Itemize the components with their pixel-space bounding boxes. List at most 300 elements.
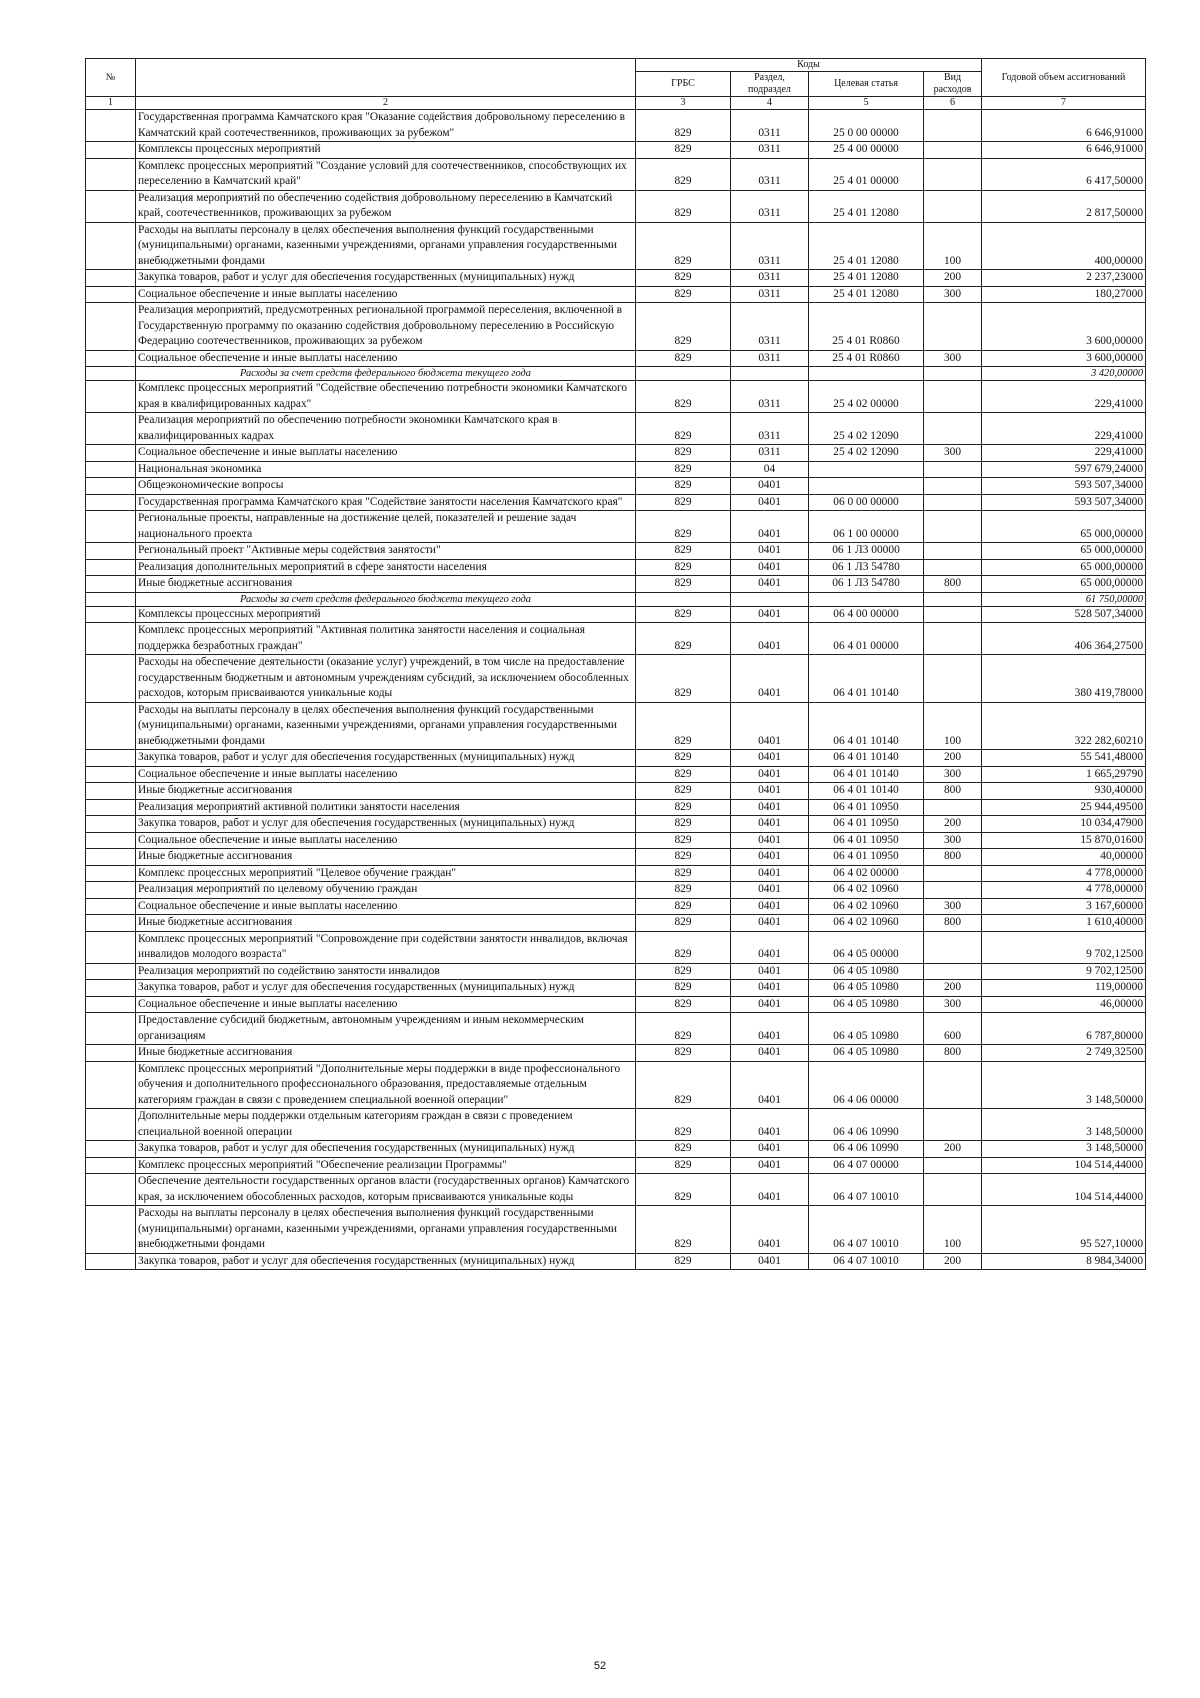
cell-grbs: 829 xyxy=(636,702,731,750)
page-number: 52 xyxy=(593,1660,607,1672)
cell-name: Социальное обеспечение и иные выплаты населению xyxy=(136,996,636,1013)
cell-name: Общеэкономические вопросы xyxy=(136,478,636,495)
cell-amount: 119,00000 xyxy=(982,980,1146,997)
cell-amount: 3 167,60000 xyxy=(982,898,1146,915)
table-row xyxy=(86,303,1146,351)
cell-target-article: 06 4 01 10140 xyxy=(809,702,924,750)
cell-name: Национальная экономика xyxy=(136,461,636,478)
note-row xyxy=(86,367,1146,381)
cell-number xyxy=(86,1253,136,1270)
cell-razdel: 0401 xyxy=(731,799,809,816)
cell-razdel: 0311 xyxy=(731,286,809,303)
cell-number xyxy=(86,461,136,478)
cell-razdel: 0401 xyxy=(731,702,809,750)
cell-razdel: 0401 xyxy=(731,783,809,800)
cell-target-article: 25 4 01 R0860 xyxy=(809,350,924,367)
table-row xyxy=(86,381,1146,413)
cell-number xyxy=(86,898,136,915)
cell-razdel: 0401 xyxy=(731,1157,809,1174)
cell-grbs: 829 xyxy=(636,413,731,445)
cell-razdel: 0401 xyxy=(731,1174,809,1206)
table-row xyxy=(86,222,1146,270)
cell-expense-type: 200 xyxy=(924,816,982,833)
cell-name: Социальное обеспечение и иные выплаты населению xyxy=(136,286,636,303)
cell-expense-type xyxy=(924,142,982,159)
cell-name: Реализация дополнительных мероприятий в сфере занятости населения xyxy=(136,559,636,576)
table-row xyxy=(86,882,1146,899)
cell-expense-type: 300 xyxy=(924,832,982,849)
cell-amount: 3 148,50000 xyxy=(982,1109,1146,1141)
cell-name: Расходы на обеспечение деятельности (оказание услуг) учреждений, в том числе на предоставление государственным бюджетным и автономным учреждениям субсидий, за исключением обособленных расходов, которым присваиваются уникальные коды xyxy=(136,655,636,703)
table-row xyxy=(86,445,1146,462)
table-row xyxy=(86,1174,1146,1206)
cell-grbs: 829 xyxy=(636,1206,731,1254)
cell-target-article: 25 4 02 00000 xyxy=(809,381,924,413)
cell-grbs: 829 xyxy=(636,1253,731,1270)
cell-name: Региональный проект "Активные меры содействия занятости" xyxy=(136,543,636,560)
table-row xyxy=(86,1157,1146,1174)
cell-name: Расходы за счет средств федерального бюджета текущего года xyxy=(136,367,636,381)
cell-amount: 65 000,00000 xyxy=(982,559,1146,576)
cell-target-article: 06 4 02 00000 xyxy=(809,865,924,882)
table-row xyxy=(86,750,1146,767)
table-row xyxy=(86,865,1146,882)
cell-amount: 3 148,50000 xyxy=(982,1061,1146,1109)
cell-expense-type xyxy=(924,190,982,222)
cell-grbs: 829 xyxy=(636,882,731,899)
cell-target-article: 06 4 01 10950 xyxy=(809,849,924,866)
cell-number xyxy=(86,381,136,413)
cell-number xyxy=(86,915,136,932)
cell-name: Закупка товаров, работ и услуг для обеспечения государственных (муниципальных) нужд xyxy=(136,1141,636,1158)
table-body xyxy=(86,110,1146,1270)
cell-target-article: 06 4 07 00000 xyxy=(809,1157,924,1174)
cell-grbs: 829 xyxy=(636,849,731,866)
cell-razdel: 0311 xyxy=(731,350,809,367)
table-row xyxy=(86,1253,1146,1270)
header-celevaya: Целевая статья xyxy=(809,72,924,97)
cell-razdel: 0401 xyxy=(731,898,809,915)
header-grbs: ГРБС xyxy=(636,72,731,97)
cell-number xyxy=(86,190,136,222)
cell-number xyxy=(86,559,136,576)
cell-expense-type xyxy=(924,559,982,576)
cell-target-article: 06 4 02 10960 xyxy=(809,898,924,915)
cell-number xyxy=(86,996,136,1013)
header-index: 1 xyxy=(86,97,136,110)
cell-name: Региональные проекты, направленные на достижение целей, показателей и решение задач национального проекта xyxy=(136,511,636,543)
cell-expense-type xyxy=(924,931,982,963)
cell-expense-type: 200 xyxy=(924,980,982,997)
cell-razdel: 0311 xyxy=(731,381,809,413)
cell-expense-type xyxy=(924,158,982,190)
table-row xyxy=(86,158,1146,190)
cell-amount: 3 148,50000 xyxy=(982,1141,1146,1158)
cell-target-article: 25 4 01 00000 xyxy=(809,158,924,190)
cell-name: Реализация мероприятий, предусмотренных региональной программой переселения, включенной в Государственную программу по оказанию содействия добровольному переселению в Российскую Федерацию соотечественников, проживающих за рубежом xyxy=(136,303,636,351)
cell-number xyxy=(86,799,136,816)
cell-name: Иные бюджетные ассигнования xyxy=(136,849,636,866)
header-index: 7 xyxy=(982,97,1146,110)
cell-name: Закупка товаров, работ и услуг для обеспечения государственных (муниципальных) нужд xyxy=(136,750,636,767)
cell-amount: 25 944,49500 xyxy=(982,799,1146,816)
cell-number xyxy=(86,849,136,866)
cell-grbs xyxy=(636,592,731,606)
cell-target-article: 06 4 01 00000 xyxy=(809,623,924,655)
cell-number xyxy=(86,702,136,750)
cell-expense-type: 200 xyxy=(924,270,982,287)
cell-razdel: 0401 xyxy=(731,655,809,703)
cell-grbs: 829 xyxy=(636,381,731,413)
cell-amount: 229,41000 xyxy=(982,445,1146,462)
cell-grbs: 829 xyxy=(636,559,731,576)
cell-razdel: 0311 xyxy=(731,270,809,287)
table-row xyxy=(86,1061,1146,1109)
cell-target-article: 06 4 05 10980 xyxy=(809,996,924,1013)
cell-expense-type: 300 xyxy=(924,996,982,1013)
table-row xyxy=(86,1141,1146,1158)
cell-name: Комплекс процессных мероприятий "Сопровождение при содействии занятости инвалидов, включая инвалидов молодого возраста" xyxy=(136,931,636,963)
cell-amount: 2 749,32500 xyxy=(982,1045,1146,1062)
cell-amount: 15 870,01600 xyxy=(982,832,1146,849)
cell-number xyxy=(86,963,136,980)
table-row xyxy=(86,623,1146,655)
cell-grbs: 829 xyxy=(636,445,731,462)
cell-name: Реализация мероприятий по целевому обучению граждан xyxy=(136,882,636,899)
cell-expense-type: 300 xyxy=(924,286,982,303)
cell-razdel: 0401 xyxy=(731,1141,809,1158)
cell-target-article: 25 4 02 12090 xyxy=(809,445,924,462)
cell-target-article: 06 4 02 10960 xyxy=(809,915,924,932)
cell-razdel: 0401 xyxy=(731,766,809,783)
cell-target-article xyxy=(809,461,924,478)
cell-grbs: 829 xyxy=(636,543,731,560)
cell-expense-type xyxy=(924,110,982,142)
cell-grbs: 829 xyxy=(636,766,731,783)
table-row xyxy=(86,1045,1146,1062)
cell-name: Дополнительные меры поддержки отдельным категориям граждан в связи с проведением специальной военной операции xyxy=(136,1109,636,1141)
cell-grbs: 829 xyxy=(636,110,731,142)
cell-grbs: 829 xyxy=(636,1045,731,1062)
cell-expense-type xyxy=(924,494,982,511)
cell-target-article: 06 4 07 10010 xyxy=(809,1174,924,1206)
cell-razdel: 0311 xyxy=(731,158,809,190)
cell-grbs: 829 xyxy=(636,511,731,543)
cell-amount: 40,00000 xyxy=(982,849,1146,866)
table-row xyxy=(86,190,1146,222)
cell-name: Комплекс процессных мероприятий "Дополнительные меры поддержки в виде профессионального обучения и дополнительного профессионального образования, предоставляемые отдельным категориям граждан в связи с проведением специальной военной операции" xyxy=(136,1061,636,1109)
cell-amount: 597 679,24000 xyxy=(982,461,1146,478)
cell-razdel: 0401 xyxy=(731,1109,809,1141)
cell-grbs: 829 xyxy=(636,865,731,882)
cell-grbs: 829 xyxy=(636,1174,731,1206)
cell-expense-type xyxy=(924,623,982,655)
cell-number xyxy=(86,1061,136,1109)
table-row xyxy=(86,270,1146,287)
cell-target-article: 06 4 06 00000 xyxy=(809,1061,924,1109)
cell-grbs: 829 xyxy=(636,494,731,511)
cell-number xyxy=(86,766,136,783)
table-row xyxy=(86,931,1146,963)
cell-expense-type xyxy=(924,303,982,351)
cell-number xyxy=(86,980,136,997)
cell-razdel: 0401 xyxy=(731,750,809,767)
cell-amount: 593 507,34000 xyxy=(982,494,1146,511)
table-row xyxy=(86,1206,1146,1254)
cell-amount: 10 034,47900 xyxy=(982,816,1146,833)
cell-target-article: 06 4 06 10990 xyxy=(809,1109,924,1141)
cell-number xyxy=(86,931,136,963)
cell-expense-type: 300 xyxy=(924,766,982,783)
cell-expense-type: 300 xyxy=(924,350,982,367)
cell-expense-type xyxy=(924,606,982,623)
cell-amount: 3 420,00000 xyxy=(982,367,1146,381)
cell-name: Расходы на выплаты персоналу в целях обеспечения выполнения функций государственными (муниципальными) органами, казенными учреждениями, органами управления государственными внебюджетными фондами xyxy=(136,222,636,270)
cell-razdel: 0401 xyxy=(731,816,809,833)
cell-grbs: 829 xyxy=(636,915,731,932)
cell-razdel: 0401 xyxy=(731,849,809,866)
cell-razdel: 04 xyxy=(731,461,809,478)
cell-name: Комплекс процессных мероприятий "Создание условий для соотечественников, способствующих их переселению в Камчатский край" xyxy=(136,158,636,190)
budget-table xyxy=(85,58,1146,1270)
cell-razdel: 0401 xyxy=(731,1045,809,1062)
cell-number xyxy=(86,158,136,190)
cell-name: Комплексы процессных мероприятий xyxy=(136,142,636,159)
table-row xyxy=(86,576,1146,593)
cell-target-article: 25 4 01 R0860 xyxy=(809,303,924,351)
cell-number xyxy=(86,750,136,767)
cell-razdel: 0401 xyxy=(731,931,809,963)
cell-razdel: 0401 xyxy=(731,576,809,593)
cell-amount: 1 665,29790 xyxy=(982,766,1146,783)
cell-amount: 593 507,34000 xyxy=(982,478,1146,495)
table-row xyxy=(86,996,1146,1013)
cell-expense-type xyxy=(924,478,982,495)
cell-number xyxy=(86,350,136,367)
cell-amount: 65 000,00000 xyxy=(982,543,1146,560)
cell-grbs: 829 xyxy=(636,303,731,351)
cell-number xyxy=(86,494,136,511)
cell-expense-type: 800 xyxy=(924,576,982,593)
cell-amount: 400,00000 xyxy=(982,222,1146,270)
cell-expense-type: 200 xyxy=(924,1141,982,1158)
cell-expense-type xyxy=(924,1109,982,1141)
header-razdel: Раздел, подраздел xyxy=(731,72,809,97)
header-index: 6 xyxy=(924,97,982,110)
cell-grbs: 829 xyxy=(636,623,731,655)
cell-number xyxy=(86,270,136,287)
cell-name: Социальное обеспечение и иные выплаты населению xyxy=(136,898,636,915)
cell-name: Обеспечение деятельности государственных органов власти (государственных органов) Камчатского края, за исключением обособленных расходов, которым присваиваются уникальные коды xyxy=(136,1174,636,1206)
table-row xyxy=(86,142,1146,159)
cell-expense-type xyxy=(924,1157,982,1174)
cell-grbs: 829 xyxy=(636,158,731,190)
cell-grbs: 829 xyxy=(636,350,731,367)
cell-amount: 6 646,91000 xyxy=(982,142,1146,159)
table-row xyxy=(86,980,1146,997)
cell-grbs: 829 xyxy=(636,898,731,915)
table-header xyxy=(86,59,1146,110)
header-sum: Годовой объем ассигнований xyxy=(982,59,1146,97)
table-row xyxy=(86,286,1146,303)
header-name xyxy=(136,59,636,97)
cell-grbs: 829 xyxy=(636,816,731,833)
cell-amount: 3 600,00000 xyxy=(982,350,1146,367)
cell-amount: 180,27000 xyxy=(982,286,1146,303)
budget-sheet xyxy=(85,58,1145,1270)
cell-target-article: 06 4 05 10980 xyxy=(809,963,924,980)
cell-number xyxy=(86,1174,136,1206)
cell-target-article: 25 0 00 00000 xyxy=(809,110,924,142)
cell-target-article: 06 1 00 00000 xyxy=(809,511,924,543)
cell-number xyxy=(86,832,136,849)
cell-name: Комплекс процессных мероприятий "Целевое обучение граждан" xyxy=(136,865,636,882)
cell-name: Социальное обеспечение и иные выплаты населению xyxy=(136,445,636,462)
cell-grbs: 829 xyxy=(636,1013,731,1045)
table-row xyxy=(86,110,1146,142)
cell-expense-type xyxy=(924,882,982,899)
cell-amount: 9 702,12500 xyxy=(982,931,1146,963)
cell-grbs: 829 xyxy=(636,799,731,816)
cell-expense-type: 800 xyxy=(924,1045,982,1062)
table-row xyxy=(86,849,1146,866)
cell-name: Иные бюджетные ассигнования xyxy=(136,915,636,932)
cell-grbs: 829 xyxy=(636,286,731,303)
table-row xyxy=(86,1013,1146,1045)
header-num: № xyxy=(86,59,136,97)
table-row xyxy=(86,655,1146,703)
cell-amount: 1 610,40000 xyxy=(982,915,1146,932)
cell-grbs: 829 xyxy=(636,1109,731,1141)
cell-amount: 65 000,00000 xyxy=(982,576,1146,593)
header-index: 3 xyxy=(636,97,731,110)
cell-number xyxy=(86,1157,136,1174)
cell-target-article: 06 4 01 10140 xyxy=(809,783,924,800)
cell-name: Реализация мероприятий активной политики занятости населения xyxy=(136,799,636,816)
table-row xyxy=(86,350,1146,367)
cell-amount: 104 514,44000 xyxy=(982,1157,1146,1174)
table-row xyxy=(86,702,1146,750)
cell-target-article: 06 4 05 10980 xyxy=(809,1045,924,1062)
cell-amount: 46,00000 xyxy=(982,996,1146,1013)
cell-grbs: 829 xyxy=(636,606,731,623)
cell-grbs: 829 xyxy=(636,980,731,997)
cell-number xyxy=(86,623,136,655)
cell-razdel: 0401 xyxy=(731,606,809,623)
cell-name: Расходы на выплаты персоналу в целях обеспечения выполнения функций государственными (муниципальными) органами, казенными учреждениями, органами управления государственными внебюджетными фондами xyxy=(136,702,636,750)
cell-amount: 6 787,80000 xyxy=(982,1013,1146,1045)
cell-name: Комплекс процессных мероприятий "Активная политика занятости населения и социальная поддержка безработных граждан" xyxy=(136,623,636,655)
cell-razdel: 0401 xyxy=(731,1206,809,1254)
cell-grbs xyxy=(636,367,731,381)
cell-target-article: 06 1 Л3 54780 xyxy=(809,559,924,576)
cell-target-article xyxy=(809,592,924,606)
table-row xyxy=(86,766,1146,783)
table-row xyxy=(86,478,1146,495)
table-row xyxy=(86,783,1146,800)
cell-expense-type xyxy=(924,367,982,381)
table-row xyxy=(86,915,1146,932)
cell-expense-type xyxy=(924,799,982,816)
cell-number xyxy=(86,511,136,543)
cell-number xyxy=(86,865,136,882)
cell-name: Предоставление субсидий бюджетным, автономным учреждениям и иным некоммерческим организациям xyxy=(136,1013,636,1045)
cell-expense-type: 800 xyxy=(924,783,982,800)
cell-number xyxy=(86,445,136,462)
cell-number xyxy=(86,110,136,142)
cell-target-article: 25 4 01 12080 xyxy=(809,222,924,270)
table-row xyxy=(86,461,1146,478)
table-row xyxy=(86,832,1146,849)
header-index: 2 xyxy=(136,97,636,110)
cell-amount: 930,40000 xyxy=(982,783,1146,800)
cell-razdel: 0401 xyxy=(731,623,809,655)
cell-expense-type xyxy=(924,511,982,543)
cell-target-article: 25 4 02 12090 xyxy=(809,413,924,445)
cell-grbs: 829 xyxy=(636,576,731,593)
cell-name: Комплекс процессных мероприятий "Содействие обеспечению потребности экономики Камчатского края в квалифицированных кадрах" xyxy=(136,381,636,413)
cell-name: Государственная программа Камчатского края "Содействие занятости населения Камчатского края" xyxy=(136,494,636,511)
cell-expense-type xyxy=(924,963,982,980)
cell-target-article: 06 4 02 10960 xyxy=(809,882,924,899)
cell-expense-type: 200 xyxy=(924,750,982,767)
cell-grbs: 829 xyxy=(636,655,731,703)
cell-name: Закупка товаров, работ и услуг для обеспечения государственных (муниципальных) нужд xyxy=(136,1253,636,1270)
cell-grbs: 829 xyxy=(636,270,731,287)
cell-target-article: 06 4 00 00000 xyxy=(809,606,924,623)
cell-number xyxy=(86,655,136,703)
cell-expense-type xyxy=(924,381,982,413)
cell-expense-type: 200 xyxy=(924,1253,982,1270)
table-row xyxy=(86,963,1146,980)
cell-number xyxy=(86,286,136,303)
cell-target-article: 06 4 07 10010 xyxy=(809,1253,924,1270)
cell-number xyxy=(86,816,136,833)
cell-number xyxy=(86,576,136,593)
cell-target-article: 25 4 01 12080 xyxy=(809,270,924,287)
cell-expense-type xyxy=(924,655,982,703)
cell-grbs: 829 xyxy=(636,963,731,980)
cell-name: Иные бюджетные ассигнования xyxy=(136,783,636,800)
table-row xyxy=(86,413,1146,445)
cell-expense-type xyxy=(924,1174,982,1206)
cell-target-article: 25 4 01 12080 xyxy=(809,286,924,303)
cell-expense-type xyxy=(924,413,982,445)
cell-razdel: 0311 xyxy=(731,303,809,351)
cell-number xyxy=(86,1109,136,1141)
cell-number xyxy=(86,1045,136,1062)
cell-razdel: 0311 xyxy=(731,190,809,222)
cell-amount: 229,41000 xyxy=(982,413,1146,445)
cell-amount: 380 419,78000 xyxy=(982,655,1146,703)
cell-razdel: 0311 xyxy=(731,110,809,142)
table-row xyxy=(86,816,1146,833)
cell-expense-type: 800 xyxy=(924,849,982,866)
header-index: 5 xyxy=(809,97,924,110)
cell-amount: 406 364,27500 xyxy=(982,623,1146,655)
cell-expense-type xyxy=(924,592,982,606)
cell-name: Реализация мероприятий по содействию занятости инвалидов xyxy=(136,963,636,980)
cell-razdel: 0311 xyxy=(731,413,809,445)
cell-razdel: 0401 xyxy=(731,511,809,543)
cell-razdel: 0401 xyxy=(731,1061,809,1109)
cell-name: Иные бюджетные ассигнования xyxy=(136,576,636,593)
cell-name: Реализация мероприятий по обеспечению содействия добровольному переселению в Камчатский край, соотечественников, проживающих за рубежом xyxy=(136,190,636,222)
cell-target-article: 25 4 00 00000 xyxy=(809,142,924,159)
cell-target-article: 06 4 05 00000 xyxy=(809,931,924,963)
cell-target-article: 06 0 00 00000 xyxy=(809,494,924,511)
cell-razdel: 0401 xyxy=(731,478,809,495)
